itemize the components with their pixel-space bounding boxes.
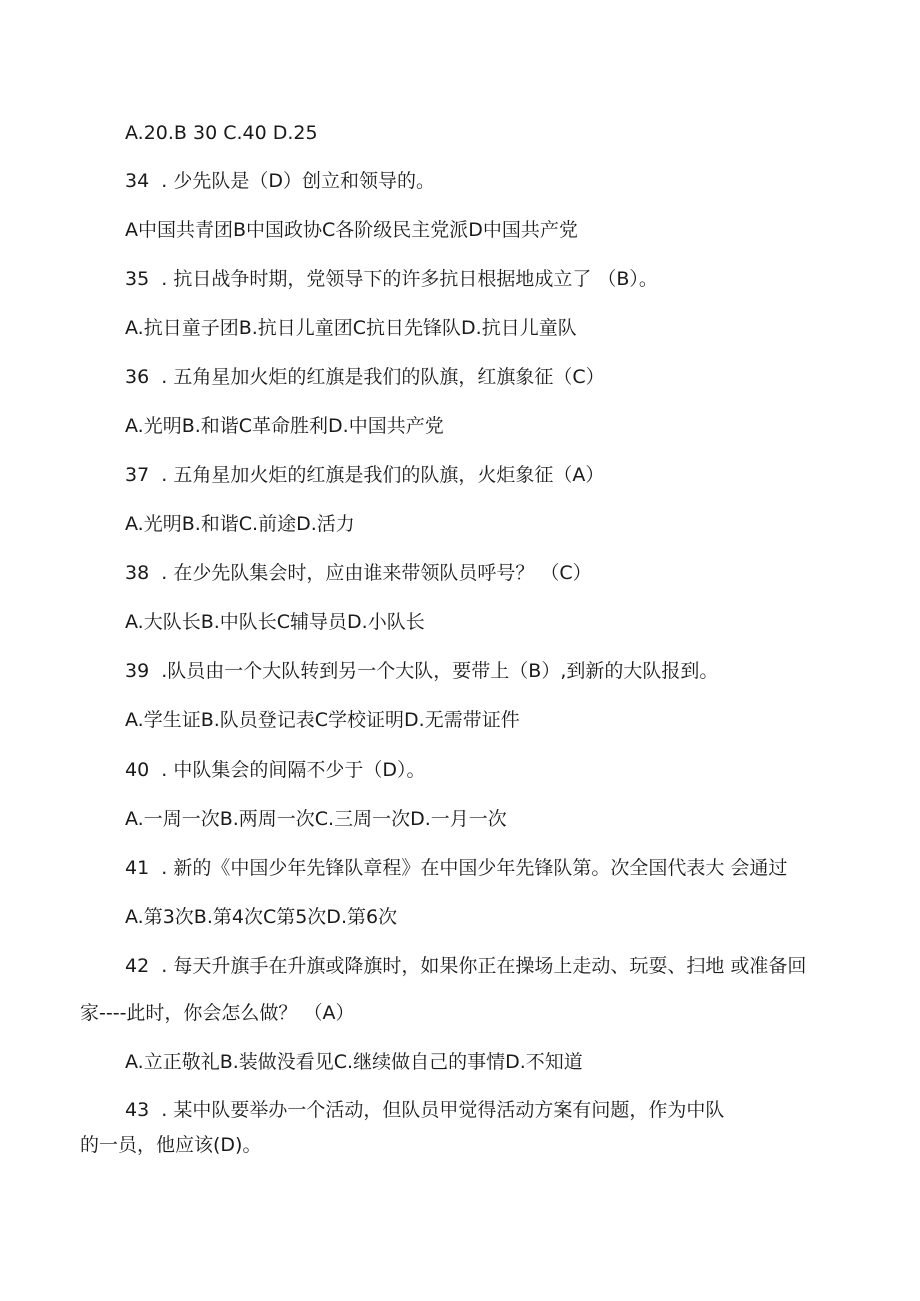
question-43-continued: 的一员，他应该(D)。: [80, 1134, 262, 1156]
answer-options-40: A.一周一次B.两周一次C.三周一次D.一月一次: [125, 808, 507, 830]
question-41: 41 . 新的《中国少年先锋队章程》在中国少年先锋队第。次全国代表大 会通过: [125, 857, 788, 879]
question-40: 40 . 中队集会的间隔不少于（D）。: [125, 759, 426, 781]
answer-options-34: A中国共青团B中国政协C各阶级民主党派D中国共产党: [125, 219, 578, 241]
question-34: 34 . 少先队是（D）创立和领导的。: [125, 170, 435, 192]
answer-options-39: A.学生证B.队员登记表C学校证明D.无需带证件: [125, 709, 520, 731]
answer-options-35: A.抗日童子团B.抗日儿童团C抗日先锋队D.抗日儿童队: [125, 317, 577, 339]
question-38: 38 . 在少先队集会时，应由谁来带领队员呼号？ （C）: [125, 562, 592, 584]
question-43: 43 . 某中队要举办一个活动，但队员甲觉得活动方案有问题，作为中队: [125, 1099, 725, 1121]
question-39: 39 .队员由一个大队转到另一个大队，要带上（B）,到新的大队报到。: [125, 660, 719, 682]
question-35: 35 . 抗日战争时期，党领导下的许多抗日根据地成立了 （B）。: [125, 268, 658, 290]
answer-options-38: A.大队长B.中队长C辅导员D.小队长: [125, 611, 425, 633]
answer-options-41: A.第3次B.第4次C第5次D.第6次: [125, 906, 398, 928]
answer-options-37: A.光明B.和谐C.前途D.活力: [125, 513, 355, 535]
question-36: 36 . 五角星加火炬的红旗是我们的队旗，红旗象征（C）: [125, 366, 605, 388]
question-42: 42 . 每天升旗手在升旗或降旗时，如果你正在操场上走动、玩耍、扫地 或准备回: [125, 955, 807, 977]
answer-options-36: A.光明B.和谐C革命胜利D.中国共产党: [125, 415, 444, 437]
question-37: 37 . 五角星加火炬的红旗是我们的队旗，火炬象征（A）: [125, 464, 605, 486]
question-42-continued: 家----此时，你会怎么做？ （A）: [80, 1002, 355, 1024]
answer-options-33: A.20.B 30 C.40 D.25: [125, 122, 318, 144]
answer-options-42: A.立正敬礼B.装做没看见C.继续做自己的事情D.不知道: [125, 1051, 583, 1073]
